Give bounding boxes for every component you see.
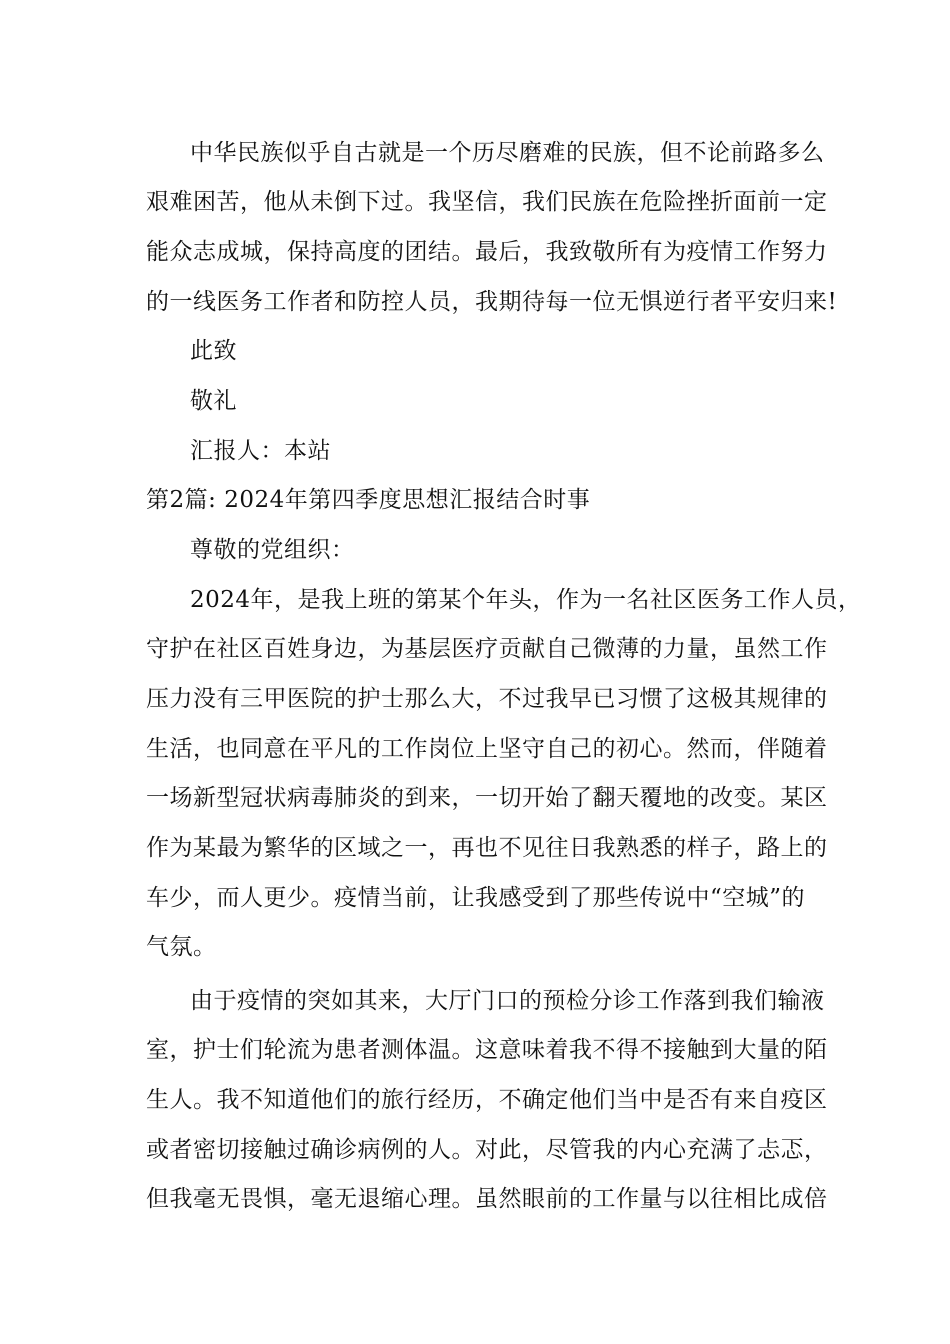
paragraph-line: 艰难困苦，他从未倒下过。我坚信，我们民族在危险挫折面前一定 [146, 189, 828, 215]
paragraph-line: 生人。我不知道他们的旅行经历，不确定他们当中是否有来自疫区 [146, 1087, 828, 1113]
paragraph-line: 作为某最为繁华的区域之一，再也不见往日我熟悉的样子，路上的 [146, 835, 828, 861]
reporter-signature: 汇报人：本站 [190, 438, 331, 464]
paragraph-line: 但我毫无畏惧，毫无退缩心理。虽然眼前的工作量与以往相比成倍 [146, 1186, 828, 1212]
closing-cizhi: 此致 [190, 338, 237, 364]
salutation: 尊敬的党组织： [190, 537, 355, 563]
paragraph-line: 守护在社区百姓身边，为基层医疗贡献自己微薄的力量，虽然工作 [146, 636, 828, 662]
paragraph-line: 车少，而人更少。疫情当前，让我感受到了那些传说中“空城”的 [146, 885, 806, 911]
paragraph-line: 2024年，是我上班的第某个年头，作为一名社区医务工作人员， [190, 587, 862, 613]
paragraph-line: 室，护士们轮流为患者测体温。这意味着我不得不接触到大量的陌 [146, 1037, 828, 1063]
paragraph-line: 或者密切接触过确诊病例的人。对此，尽管我的内心充满了忐忑， [146, 1137, 828, 1163]
paragraph-line: 气氛。 [146, 934, 217, 960]
paragraph-line: 生活，也同意在平凡的工作岗位上坚守自己的初心。然而，伴随着 [146, 736, 828, 762]
paragraph-line: 由于疫情的突如其来，大厅门口的预检分诊工作落到我们输液 [190, 988, 825, 1014]
paragraph-line: 能众志成城，保持高度的团结。最后，我致敬所有为疫情工作努力 [146, 239, 828, 265]
paragraph-line: 中华民族似乎自古就是一个历尽磨难的民族，但不论前路多么 [190, 140, 825, 166]
paragraph-line: 压力没有三甲医院的护士那么大，不过我早已习惯了这极其规律的 [146, 686, 828, 712]
closing-jingli: 敬礼 [190, 388, 237, 414]
section-heading: 第2篇: 2024年第四季度思想汇报结合时事 [146, 487, 591, 513]
paragraph-line: 一场新型冠状病毒肺炎的到来，一切开始了翻天覆地的改变。某区 [146, 785, 828, 811]
paragraph-line: 的一线医务工作者和防控人员，我期待每一位无惧逆行者平安归来! [146, 289, 838, 315]
